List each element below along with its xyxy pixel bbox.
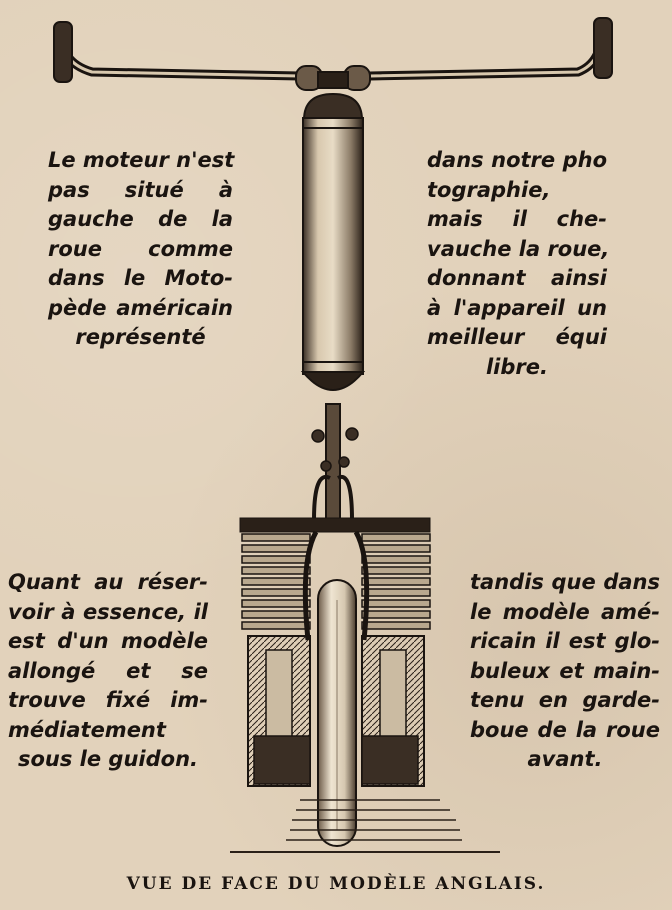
- caption-line: allongé et se: [8, 658, 208, 683]
- caption-line: médiatement: [8, 717, 166, 742]
- caption-line: ricain il est glo-: [470, 629, 660, 653]
- caption-line: à l'appareil un: [427, 295, 607, 320]
- caption-line: tenu en garde-: [470, 688, 660, 712]
- caption-line: est d'un modèle: [8, 629, 208, 653]
- front-wheel: [318, 580, 356, 846]
- caption-line: dans le Moto-: [48, 266, 233, 290]
- caption-line: voir à essence, il: [8, 599, 208, 624]
- fuel-tank: [303, 94, 363, 390]
- caption-line: libre.: [485, 354, 548, 379]
- caption-line: tandis que dans: [470, 570, 660, 594]
- caption-line: meilleur équi: [427, 325, 607, 349]
- caption-line: Le moteur n'est: [48, 148, 235, 172]
- caption-line: trouve fixé im-: [8, 688, 208, 712]
- caption-line: dans notre pho: [427, 148, 607, 172]
- figure-title: VUE DE FACE DU MODÈLE ANGLAIS.: [126, 874, 546, 894]
- caption-line: buleux et main-: [470, 658, 660, 683]
- caption-bottom-right: [470, 568, 660, 775]
- caption-line: représenté: [75, 325, 206, 349]
- caption-line: vauche la roue,: [427, 236, 610, 261]
- caption-line: roue comme: [48, 236, 233, 261]
- caption-line: mais il che-: [427, 207, 607, 231]
- caption-line: sous le guidon.: [17, 747, 198, 771]
- caption-line: donnant ainsi: [427, 266, 607, 290]
- ground-shadow: [230, 800, 500, 852]
- caption-line: gauche de la: [48, 207, 233, 231]
- fork-neck: [312, 404, 358, 524]
- caption-line: boue de la roue: [470, 717, 660, 742]
- caption-line: Quant au réser-: [8, 570, 208, 594]
- caption-line: tographie,: [427, 177, 551, 202]
- caption-line: pède américain: [48, 295, 233, 320]
- caption-bottom-left: [8, 568, 208, 775]
- caption-top-right: [427, 146, 610, 382]
- caption-line: pas situé à: [48, 177, 233, 202]
- caption-line: avant.: [527, 747, 603, 771]
- caption-top-left: [48, 146, 233, 353]
- handlebar: [54, 18, 612, 90]
- caption-line: le modèle amé-: [470, 599, 660, 624]
